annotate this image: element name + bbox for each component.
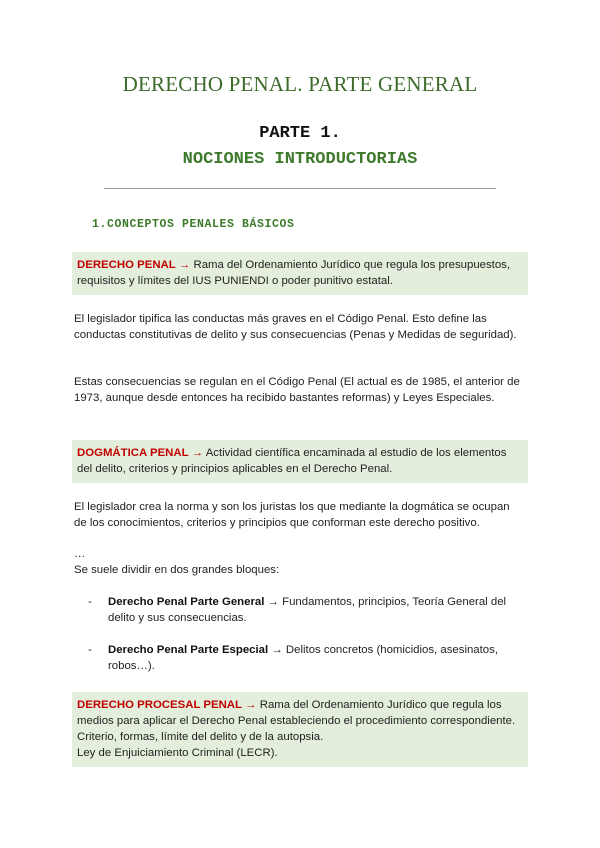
section-heading: 1.CONCEPTOS PENALES BÁSICOS <box>92 218 295 231</box>
definition-box-derecho-procesal-penal <box>72 692 528 767</box>
definition-box-derecho-penal <box>72 252 528 295</box>
bullet-text: Fundamentos, principios, Teoría General del delito y sus consecuencias. <box>108 596 507 624</box>
horizontal-divider <box>104 188 496 189</box>
paragraph-legislador: El legislador crea la norma y son los juristas los que mediante la dogmática se ocupan de los conocimientos, criterios y principios que conforman este derecho positivo. <box>74 501 510 529</box>
definition-term: DERECHO PROCESAL PENAL <box>77 699 242 711</box>
arrow-icon: → <box>191 447 204 459</box>
part-subtitle: NOCIONES INTRODUCTORIAS <box>182 150 418 169</box>
definition-extra-line: Ley de Enjuiciamiento Criminal (LECR). <box>77 747 278 759</box>
bullet-term: Derecho Penal Parte General <box>108 596 265 608</box>
paragraph-bloques: Se suele dividir en dos grandes bloques: <box>74 564 280 576</box>
paragraph-consecuencias: Estas consecuencias se regulan en el Código Penal (El actual es de 1985, el anterior de 1973, aunque desde entonces ha recibido bastantes reformas) y Leyes Especiales. <box>74 376 520 404</box>
bullet-term: Derecho Penal Parte Especial <box>108 644 269 656</box>
definition-term: DERECHO PENAL <box>77 259 176 271</box>
arrow-icon: → <box>264 596 283 608</box>
ellipsis-line: … <box>74 548 86 560</box>
arrow-icon: → <box>245 699 257 711</box>
list-item <box>88 642 528 674</box>
arrow-icon: → <box>268 644 286 656</box>
arrow-icon: → <box>178 259 191 271</box>
definition-text: Rama del Ordenamiento Jurídico que regula los medios para aplicar el Derecho Penal estableciendo el procedimiento correspondiente. Criterio, formas, límite del delito y de la autopsia. <box>77 699 516 743</box>
definition-box-dogmatica-penal <box>72 440 528 483</box>
bullet-dash: - <box>88 596 92 608</box>
definition-term: DOGMÁTICA PENAL <box>77 447 189 459</box>
definition-text: Actividad científica encaminada al estudio de los elementos del delito, criterios y principios aplicables en el Derecho Penal. <box>77 447 507 475</box>
document-title: DERECHO PENAL. PARTE GENERAL <box>122 72 478 96</box>
paragraph-tipifica: El legislador tipifica las conductas más graves en el Código Penal. Esto define las conductas constitutivas de delito y sus consecuencias (Penas y Medidas de seguridad). <box>74 313 517 341</box>
definition-text: Rama del Ordenamiento Jurídico que regula los presupuestos, requisitos y límites del IUS PUNIENDI o poder punitivo estatal. <box>77 259 511 287</box>
part-number: PARTE 1. <box>259 124 341 143</box>
list-item <box>88 594 528 626</box>
bullet-text: Delitos concretos (homicidios, asesinatos, robos…). <box>108 644 499 672</box>
bullet-dash: - <box>88 644 92 656</box>
